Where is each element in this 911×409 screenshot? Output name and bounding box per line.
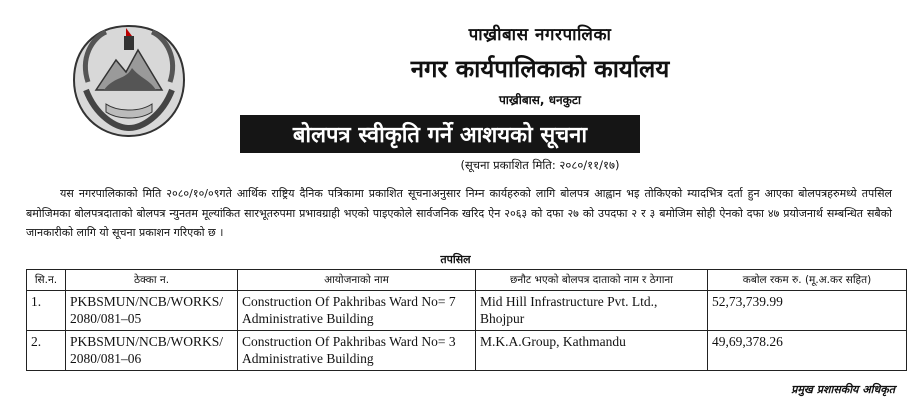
municipality-name: पाख्रीबास नगरपालिका — [468, 25, 612, 45]
notice-body: यस नगरपालिकाको मिति २०८०/१०/०९गते आर्थिक राष्ट्रिय दैनिक पत्रिकामा प्रकाशित सूचनाअनुसार निम्न कार्यहरुको लागि बोलपत्र आह्वान भइ तोकिएको म्यादभित्र दर्ता हुन आएका बोलपत्रहरुमध्ये तपसिल बमोजिमका बोलपत्रदाताको बोलपत्र न्युनतम मूल्यांकित सारभूतरुपमा प्रभावग्राही भएको पाइएकोले सार्वजनिक खरिद ऐन २०६३ को दफा २७ को उपदफा २ र ३ बमोजिम सोही ऐनको दफा ४७ प्रयोजनार्थ सम्बन्धित सबैको जानकारीको लागि यो सूचना प्रकाशन गरिएको छ । — [26, 187, 892, 239]
cell-project-name: Construction Of Pakhribas Ward No= 3 Administrative Building — [238, 331, 476, 371]
notice-title-banner — [240, 115, 640, 153]
cell-amount: 49,69,378.26 — [708, 331, 907, 371]
published-date: (सूचना प्रकाशित मिति: २०८०/११/१७) — [460, 158, 620, 172]
notice-title: बोलपत्र स्वीकृति गर्ने आशयको सूचना — [292, 123, 588, 148]
schedule-title: तपसिल — [440, 253, 471, 266]
table-row — [27, 331, 907, 371]
table-header-row — [27, 270, 907, 291]
col-header-bidder: छनौट भएको बोलपत्र दाताको नाम र ठेगाना — [476, 270, 708, 291]
cell-bidder: Mid Hill Infrastructure Pvt. Ltd., Bhojpur — [476, 291, 708, 331]
nepal-emblem-icon — [66, 20, 192, 142]
col-header-amount: कबोल रकम रु. (मू.अ.कर सहित) — [708, 270, 907, 291]
signature-title: प्रमुख प्रशासकीय अधिकृत — [791, 383, 895, 396]
table-row — [27, 291, 907, 331]
cell-contract-no: PKBSMUN/NCB/WORKS/ 2080/081–05 — [66, 291, 238, 331]
cell-sn: 1. — [27, 291, 66, 331]
cell-bidder: M.K.A.Group, Kathmandu — [476, 331, 708, 371]
col-header-contract-no: ठेक्का न. — [66, 270, 238, 291]
awards-table — [26, 269, 907, 371]
col-header-sn: सि.न. — [27, 270, 66, 291]
office-name: नगर कार्यपालिकाको कार्यालय — [410, 55, 670, 83]
office-address: पाख्रीबास, धनकुटा — [498, 93, 582, 107]
cell-project-name: Construction Of Pakhribas Ward No= 7 Administrative Building — [238, 291, 476, 331]
col-header-project-name: आयोजनाको नाम — [238, 270, 476, 291]
cell-amount: 52,73,739.99 — [708, 291, 907, 331]
cell-sn: 2. — [27, 331, 66, 371]
cell-contract-no: PKBSMUN/NCB/WORKS/ 2080/081–06 — [66, 331, 238, 371]
